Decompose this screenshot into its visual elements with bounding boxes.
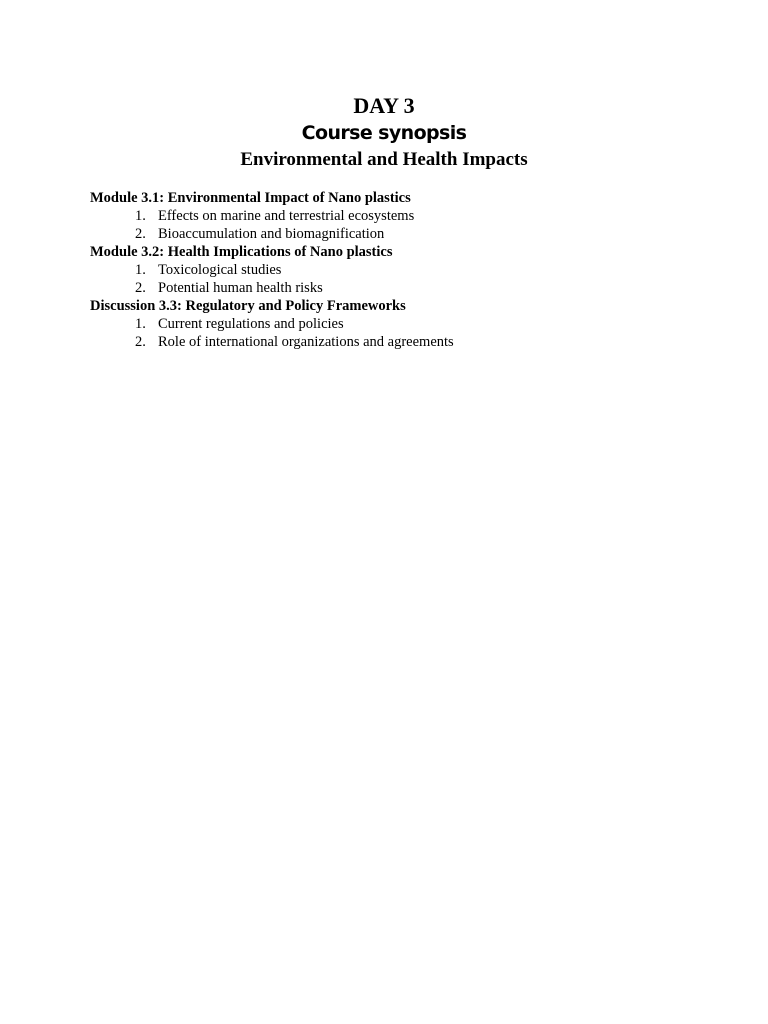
list-item-text: Current regulations and policies xyxy=(158,316,344,332)
list-item-number: 1. xyxy=(135,262,146,278)
list-item-number: 2. xyxy=(135,334,146,350)
course-synopsis-title: Course synopsis xyxy=(301,122,467,144)
discussion-section xyxy=(90,297,690,351)
list-item xyxy=(90,315,690,333)
list-item xyxy=(90,261,690,279)
module-heading: Module 3.2: Health Implications of Nano plastics xyxy=(90,244,393,260)
document-header xyxy=(0,92,768,174)
list-item-number: 2. xyxy=(135,226,146,242)
list-item xyxy=(90,333,690,351)
list-item xyxy=(90,279,690,297)
list-item-number: 1. xyxy=(135,316,146,332)
list-item-text: Bioaccumulation and biomagnification xyxy=(158,226,385,242)
list-item-text: Role of international organizations and agreements xyxy=(158,334,454,350)
module-list xyxy=(90,189,690,351)
list-item-text: Toxicological studies xyxy=(158,262,282,278)
day-title: DAY 3 xyxy=(353,93,415,118)
document-title: Environmental and Health Impacts xyxy=(240,149,528,170)
module-section xyxy=(90,243,690,297)
module-section xyxy=(90,189,690,243)
list-item-text: Effects on marine and terrestrial ecosystems xyxy=(158,208,415,224)
list-item xyxy=(90,225,690,243)
module-heading: Module 3.1: Environmental Impact of Nano plastics xyxy=(90,190,411,206)
list-item xyxy=(90,207,690,225)
discussion-heading: Discussion 3.3: Regulatory and Policy Frameworks xyxy=(90,298,406,314)
list-item-number: 1. xyxy=(135,208,146,224)
list-item-number: 2. xyxy=(135,280,146,296)
list-item-text: Potential human health risks xyxy=(158,280,323,296)
